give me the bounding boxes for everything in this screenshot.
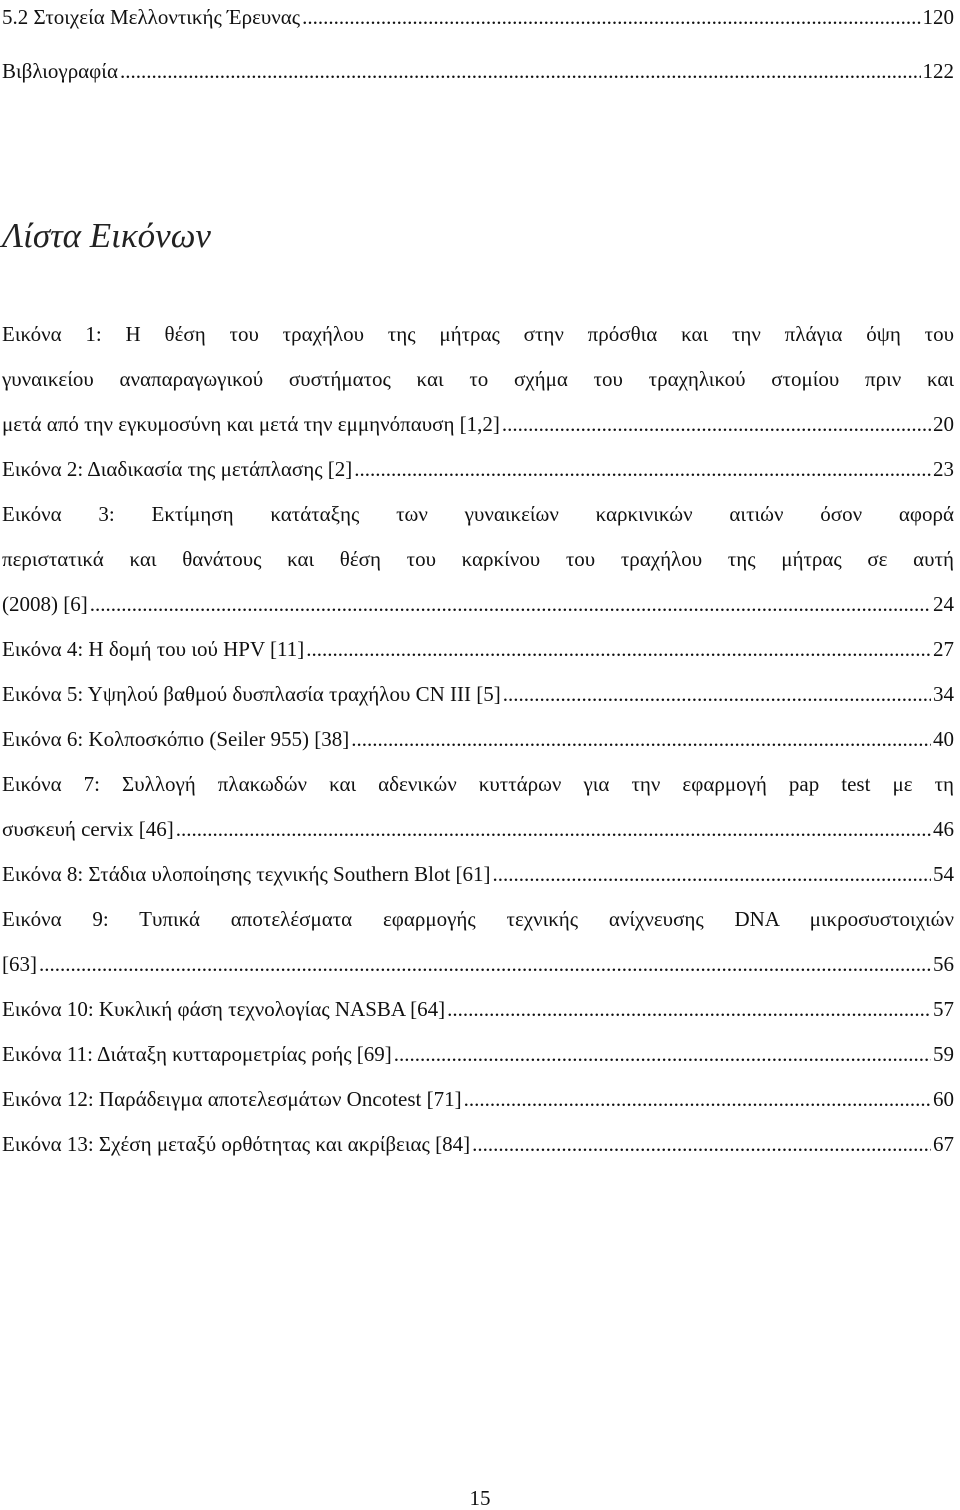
toc-entry-page: 60 [933,1087,954,1111]
dot-leader [90,591,931,617]
figure-entry-1-line-2: γυναικείου αναπαραγωγικού συστήματος και το σχήμα του τραχηλικού στομίου πριν και [2,367,954,391]
dot-leader [302,4,920,30]
dot-leader [120,58,921,84]
figure-entry-6 [2,726,954,752]
figure-entry-7-line-2 [2,816,954,842]
toc-entry-page: 40 [933,727,954,751]
figure-entry-9-line-1: Εικόνα 9: Τυπικά αποτελέσματα εφαρμογής τεχνικής ανίχνευσης DNA μικροσυστοιχιών [2,907,954,931]
dot-leader [351,726,931,752]
toc-entry-title: συσκευή cervix [46] [2,817,174,841]
toc-entry-title: μετά από την εγκυμοσύνη και μετά την εμμηνόπαυση [1,2] [2,412,500,436]
figure-entry-11 [2,1041,954,1067]
toc-entry-page: 54 [933,862,954,886]
toc-entry-page: 120 [922,5,954,29]
dot-leader [502,411,931,437]
toc-entry-title: Εικόνα 11: Διάταξη κυτταρομετρίας ροής [69] [2,1042,392,1066]
toc-entry-page: 34 [933,682,954,706]
figure-entry-1-line-3 [2,411,954,437]
figure-entry-1-line-1: Εικόνα 1: Η θέση του τραχήλου της μήτρας στην πρόσθια και την πλάγια όψη του [2,322,954,346]
dot-leader [176,816,931,842]
toc-entry-title: Εικόνα 13: Σχέση μεταξύ ορθότητας και ακρίβειας [84] [2,1132,471,1156]
dot-leader [447,996,931,1022]
dot-leader [493,861,931,887]
figure-entry-2 [2,456,954,482]
toc-entry-future-research [2,4,954,30]
figure-entry-12 [2,1086,954,1112]
toc-entry-title: 5.2 Στοιχεία Μελλοντικής Έρευνας [2,5,301,29]
figure-entry-5 [2,681,954,707]
toc-entry-bibliography [2,58,954,84]
figure-entry-10 [2,996,954,1022]
page-number: 15 [469,1486,491,1510]
toc-entry-title: Εικόνα 12: Παράδειγμα αποτελεσμάτων Oncotest [71] [2,1087,462,1111]
figure-entry-3-line-2: περιστατικά και θανάτους και θέση του καρκίνου του τραχήλου της μήτρας σε αυτή [2,547,954,571]
figure-entry-13 [2,1131,954,1157]
toc-entry-page: 57 [933,997,954,1021]
dot-leader [464,1086,931,1112]
figure-entry-3-line-1: Εικόνα 3: Εκτίμηση κατάταξης των γυναικείων καρκινικών αιτιών όσον αφορά [2,502,954,526]
figure-entry-4 [2,636,954,662]
toc-entry-title: Εικόνα 6: Κολποσκόπιο (Seiler 955) [38] [2,727,350,751]
toc-entry-title: Εικόνα 10: Κυκλική φάση τεχνολογίας NASBA [64] [2,997,446,1021]
toc-entry-page: 20 [933,412,954,436]
toc-entry-page: 56 [933,952,954,976]
toc-entry-page: 24 [933,592,954,616]
figure-entry-9-line-2 [2,951,954,977]
toc-entry-page: 27 [933,637,954,661]
toc-entry-page: 23 [933,457,954,481]
dot-leader [354,456,931,482]
toc-entry-title: (2008) [6] [2,592,88,616]
dot-leader [472,1131,931,1157]
toc-entry-title: Εικόνα 5: Υψηλού βαθμού δυσπλασία τραχήλου CN III [5] [2,682,501,706]
figure-entry-7-line-1: Εικόνα 7: Συλλογή πλακωδών και αδενικών κυττάρων για την εφαρμογή pap test με τη [2,772,954,796]
dot-leader [503,681,931,707]
dot-leader [306,636,931,662]
list-of-figures-heading: Λίστα Εικόνων [2,216,211,255]
toc-entry-title: Εικόνα 2: Διαδικασία της μετάπλασης [2] [2,457,353,481]
toc-entry-page: 67 [933,1132,954,1156]
toc-entry-title: Εικόνα 8: Στάδια υλοποίησης τεχνικής Southern Blot [61] [2,862,491,886]
dot-leader [39,951,931,977]
toc-entry-page: 122 [922,59,954,83]
toc-entry-page: 46 [933,817,954,841]
toc-entry-title: Εικόνα 4: Η δομή του ιού HPV [11] [2,637,305,661]
toc-entry-title: [63] [2,952,37,976]
figure-entry-8 [2,861,954,887]
dot-leader [394,1041,931,1067]
figure-entry-3-line-3 [2,591,954,617]
toc-entry-page: 59 [933,1042,954,1066]
toc-entry-title: Βιβλιογραφία [2,59,118,83]
